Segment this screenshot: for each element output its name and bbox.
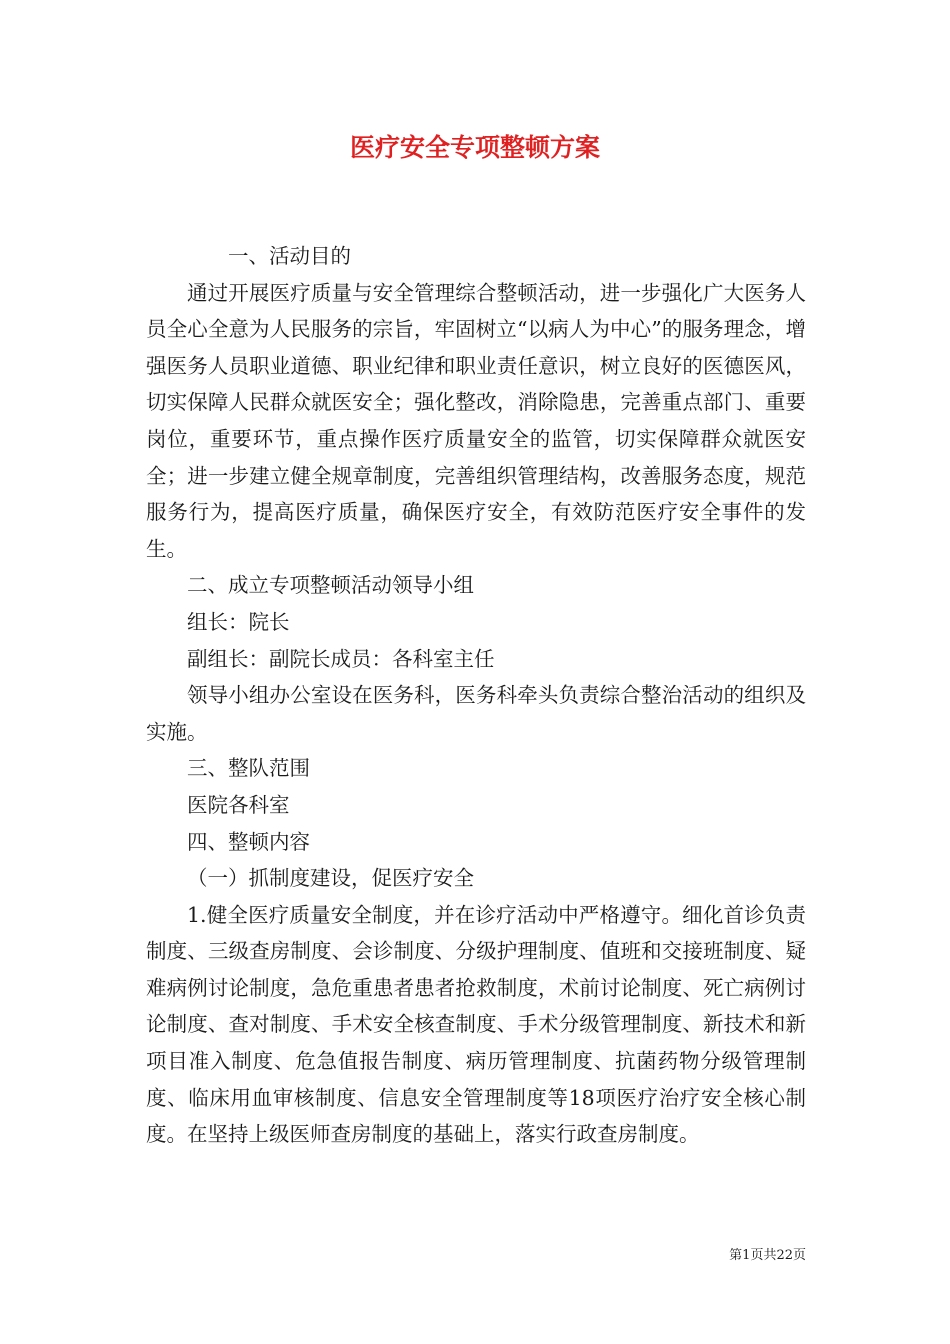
section-heading-leadership: 二、成立专项整顿活动领导小组 <box>187 573 474 598</box>
paragraph-purpose: 通过开展医疗质量与安全管理综合整顿活动，进一步强化广大医务人员全心全意为人民服务的宗旨，牢固树立“以病人为中心”的服务理念，增强医务人员职业道德、职业纪律和职业责任意识，树立良好的医德医风，切实保障人民群众就医安全；强化整改，消除隐患，完善重点部门、重要岗位，重要环节，重点操作医疗质量安全的监管，切实保障群众就医安全；进一步建立健全规章制度，完善组织管理结构，改善服务态度，规范服务行为，提高医疗质量，确保医疗安全，有效防范医疗安全事件的发生。 <box>146 280 806 561</box>
paragraph-item-1: 1.健全医疗质量安全制度，并在诊疗活动中严格遵守。细化首诊负责制度、三级查房制度、会诊制度、分级护理制度、值班和交接班制度、疑难病例讨论制度，急危重患者患者抢救制度，术前讨论制度、死亡病例讨论制度、查对制度、手术安全核查制度、手术分级管理制度、新技术和新项目准入制度、危急值报告制度、病历管理制度、抗菌药物分级管理制度、临床用血审核制度、信息安全管理制度等18项医疗治疗安全核心制度。在坚持上级医师查房制度的基础上，落实行政查房制度。 <box>146 902 806 1147</box>
section-heading-content: 四、整顿内容 <box>187 829 310 854</box>
section-heading-scope: 三、整队范围 <box>187 756 310 781</box>
paragraph-office: 领导小组办公室设在医务科，医务科牵头负责综合整治活动的组织及实施。 <box>146 683 806 744</box>
page-number: 第1页共22页 <box>729 1248 806 1263</box>
page-title: 医疗安全专项整顿方案 <box>349 133 600 162</box>
paragraph-deputy-leader: 副组长：副院长成员：各科室主任 <box>187 646 495 671</box>
paragraph-leader: 组长：院长 <box>187 609 290 634</box>
section-heading-purpose: 一、活动目的 <box>228 244 351 268</box>
paragraph-scope: 医院各科室 <box>187 792 290 817</box>
document-body <box>146 238 806 1153</box>
subsection-heading-system: （一）抓制度建设，促医疗安全 <box>187 866 474 891</box>
